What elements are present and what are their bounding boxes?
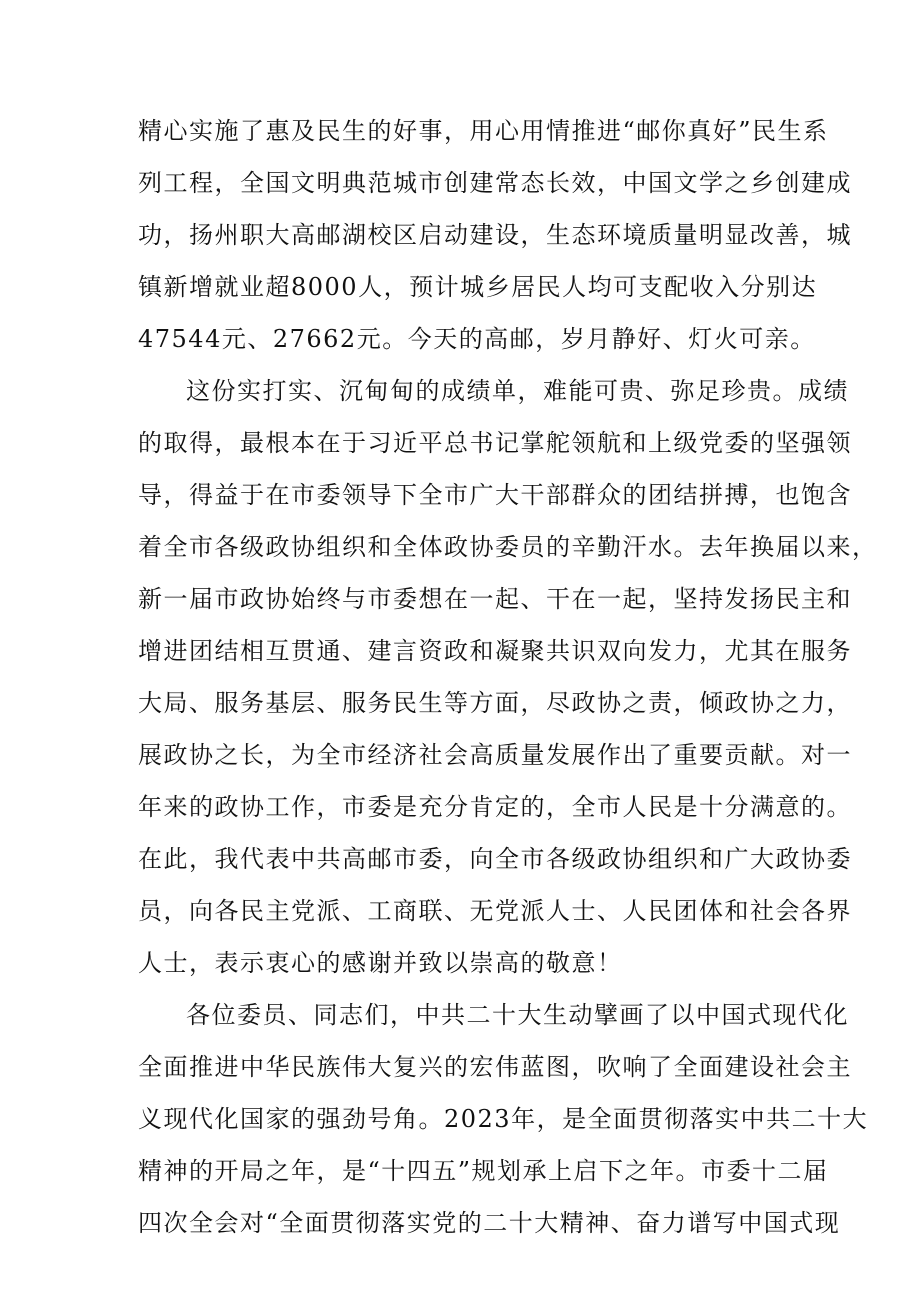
body-text: [138, 105, 878, 1249]
text-line: 镇新增就业超8000人，预计城乡居民人均可支配收入分别达: [138, 273, 818, 301]
text-line: 的取得，最根本在于习近平总书记掌舵领航和上级党委的坚强领: [138, 429, 852, 457]
text-line: 着全市各级政协组织和全体政协委员的辛勤汗水。去年换届以来，: [138, 533, 878, 561]
text-line: 精心实施了惠及民生的好事，用心用情推进“邮你真好”民生系: [138, 117, 829, 145]
text-line: 列工程，全国文明典范城市创建常态长效，中国文学之乡创建成: [138, 169, 852, 197]
text-line: 人士，表示衷心的感谢并致以崇高的敬意！: [138, 949, 623, 977]
text-line: 各位委员、同志们，中共二十大生动擘画了以中国式现代化: [186, 1001, 849, 1029]
text-line: 导，得益于在市委领导下全市广大干部群众的团结拼搏，也饱含: [138, 481, 852, 509]
text-line: 全面推进中华民族伟大复兴的宏伟蓝图，吹响了全面建设社会主: [138, 1053, 852, 1081]
text-line: 义现代化国家的强劲号角。2023年，是全面贯彻落实中共二十大: [138, 1105, 869, 1133]
text-line: 功，扬州职大高邮湖校区启动建设，生态环境质量明显改善，城: [138, 221, 852, 249]
text-line: 员，向各民主党派、工商联、无党派人士、人民团体和社会各界: [138, 897, 852, 925]
text-line: 展政协之长，为全市经济社会高质量发展作出了重要贡献。对一: [138, 741, 852, 769]
text-line: 47544元、27662元。今天的高邮，岁月静好、灯火可亲。: [138, 325, 816, 353]
text-line: 增进团结相互贯通、建言资政和凝聚共识双向发力，尤其在服务: [138, 637, 852, 665]
text-line: 大局、服务基层、服务民生等方面，尽政协之责，倾政协之力，: [138, 689, 852, 717]
text-line: 在此，我代表中共高邮市委，向全市各级政协组织和广大政协委: [138, 845, 852, 873]
text-line: 四次全会对“全面贯彻落实党的二十大精神、奋力谱写中国式现: [138, 1209, 841, 1237]
text-line: 精神的开局之年，是“十四五”规划承上启下之年。市委十二届: [138, 1157, 829, 1185]
text-line: 年来的政协工作，市委是充分肯定的，全市人民是十分满意的。: [138, 793, 852, 821]
text-line: 这份实打实、沉甸甸的成绩单，难能可贵、弥足珍贵。成绩: [186, 377, 849, 405]
text-line: 新一届市政协始终与市委想在一起、干在一起，坚持发扬民主和: [138, 585, 852, 613]
